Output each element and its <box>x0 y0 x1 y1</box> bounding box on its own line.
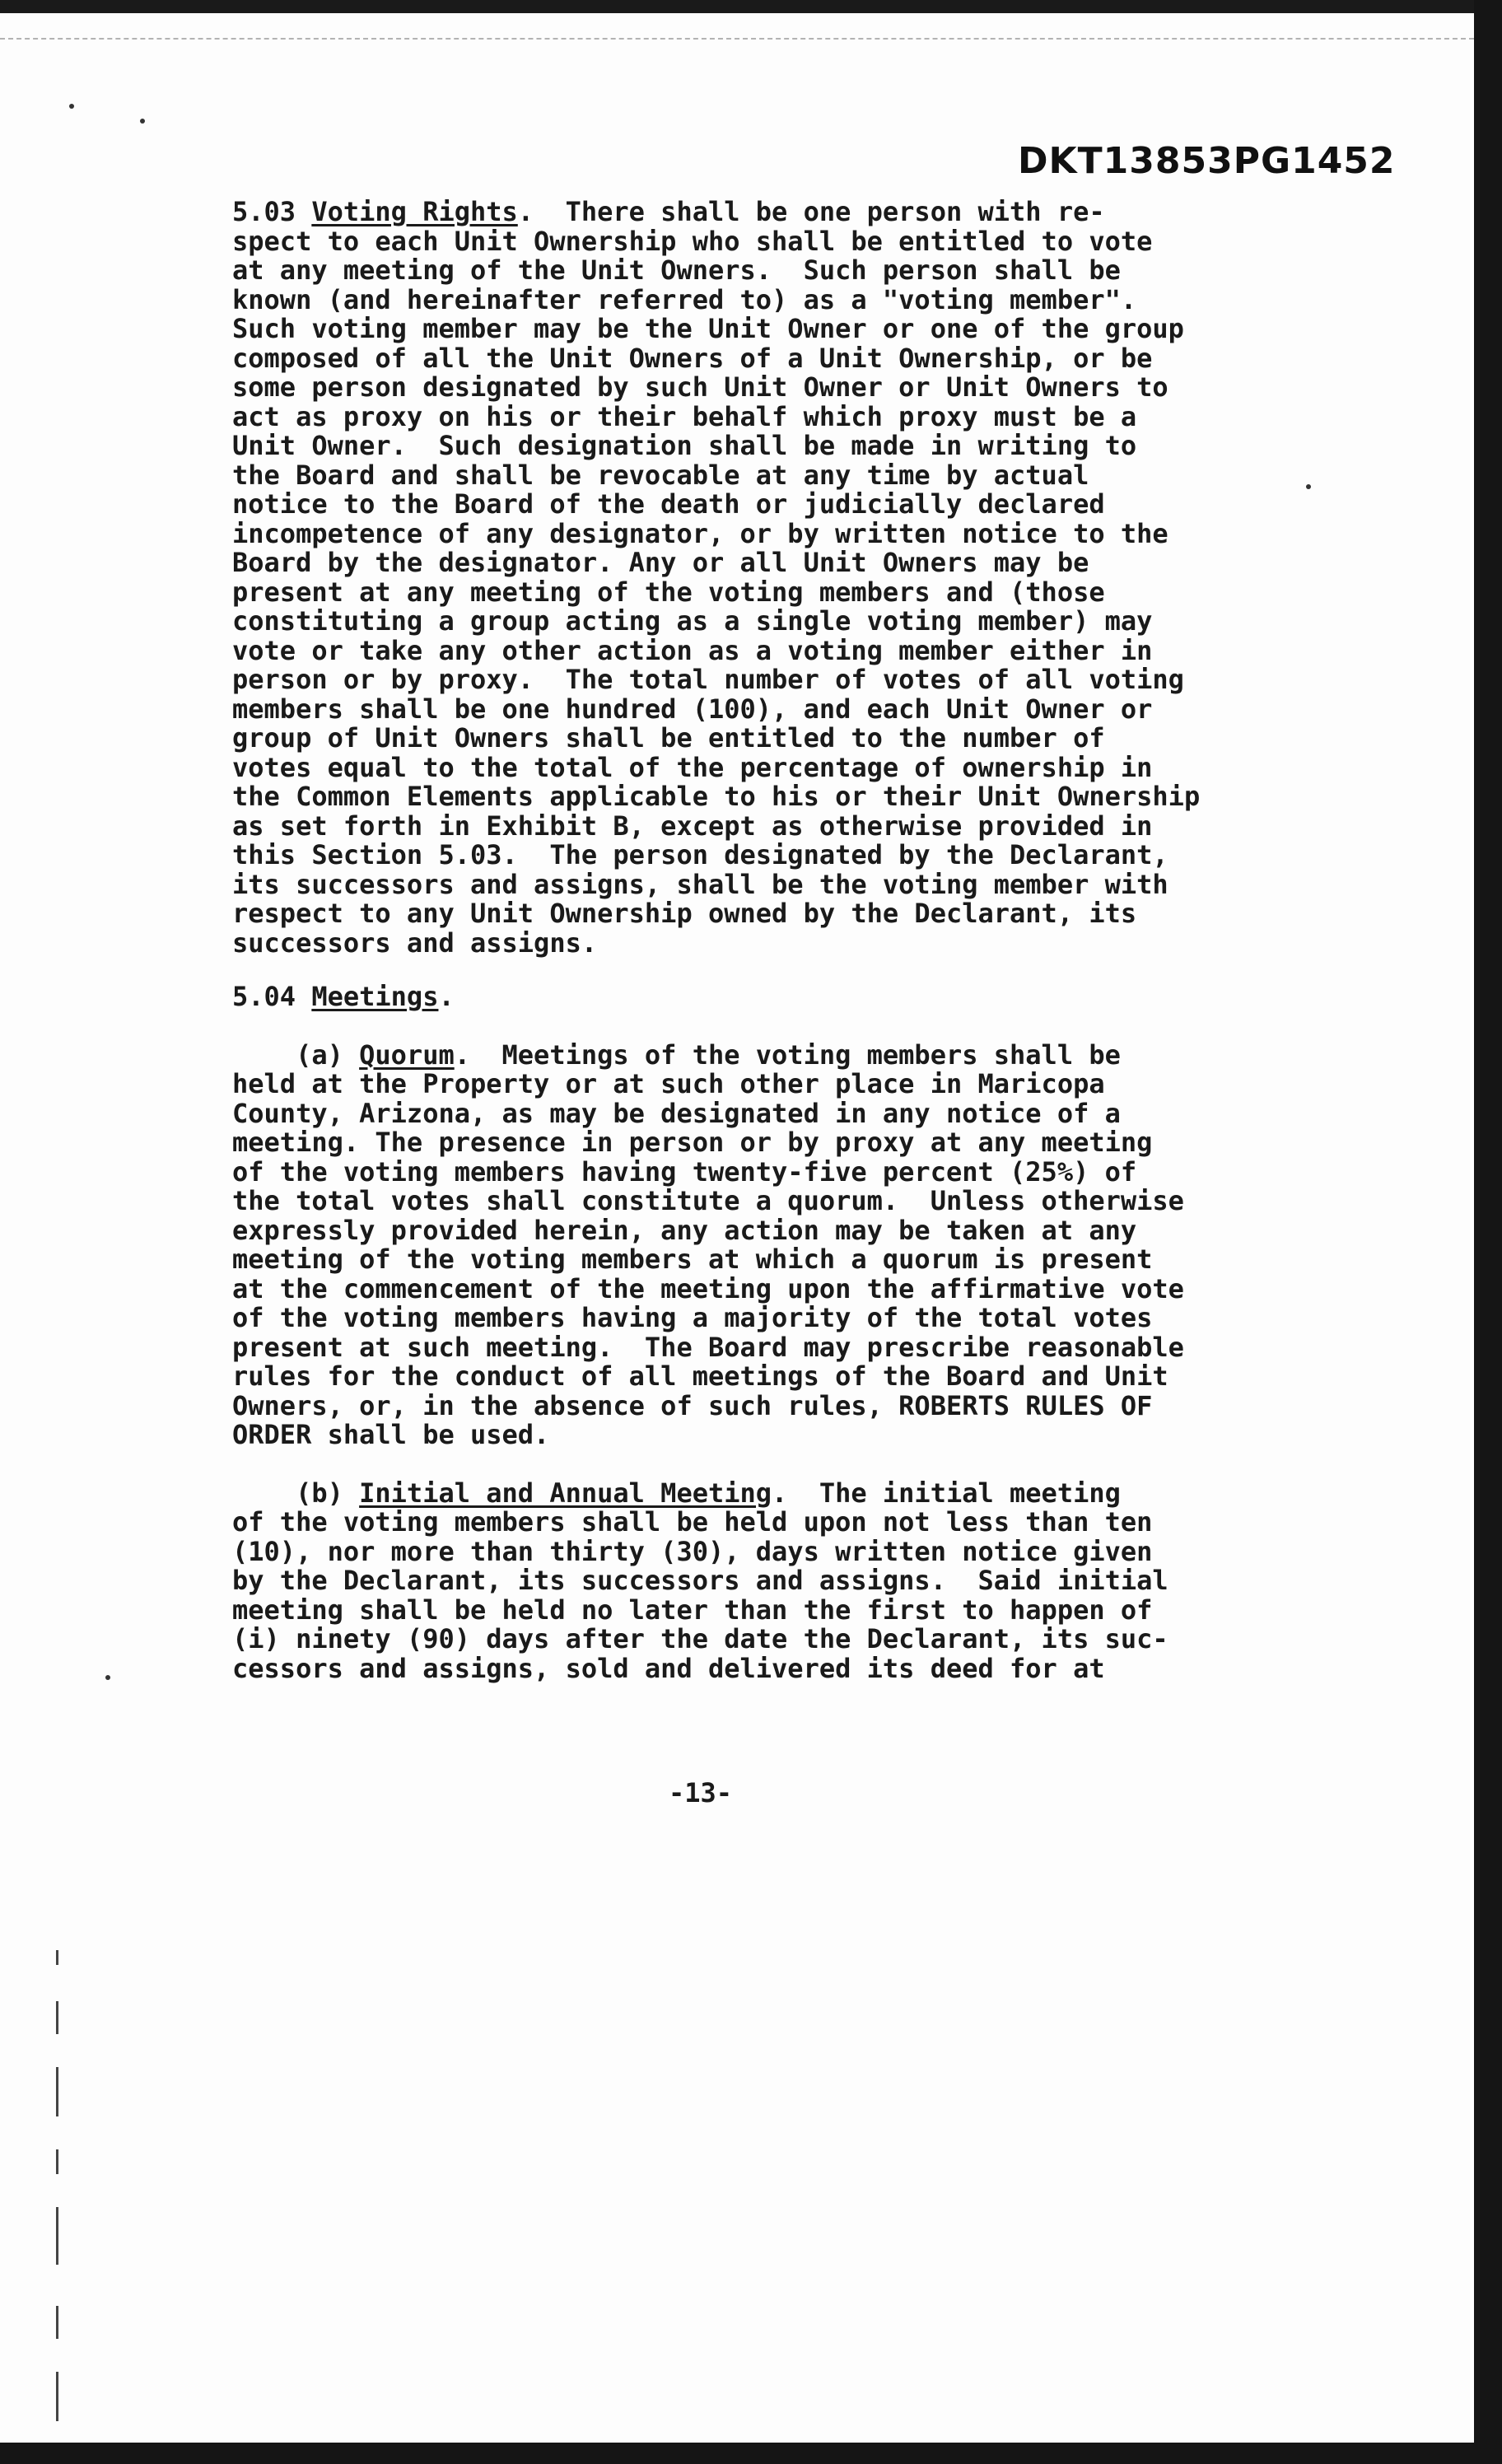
subsection-b-title: Initial and Annual Meeting <box>359 1477 772 1509</box>
scan-border-bottom <box>0 2443 1502 2464</box>
scan-margin-mark <box>56 2207 58 2265</box>
section-5-04-heading: 5.04 Meetings. <box>232 981 455 1012</box>
scan-border-top <box>0 0 1502 13</box>
section-5-03: 5.03 Voting Rights. There shall be one person with re- spect to each Unit Ownership who shall be entitled to vote at any meeting of the Unit Owners. Such person shall be known (and hereinafter referred to) as a "voting member". Such voting member may be the Unit Owner or one of the group composed of all the Unit Owners of a Unit Ownership, or be some person designated by such Unit Owner or Unit Owners to act as proxy on his or their behalf which proxy must be a Unit Owner. Such designation shall be made in writing to the Board and shall be revocable at any time by actual notice to the Board of the death or judicially declared incompetence of any designator, or by written notice to the Board by the designator. Any or all Unit Owners may be present at any meeting of the voting members and (those constituting a group acting as a single voting member) may vote or take any other action as a voting member either in person or by proxy. The total number of votes of all voting members shall be one hundred (100), and each Unit Owner or group of Unit Owners shall be entitled to the number of votes equal to the total of the percentage of ownership in the Common Elements applicable to his or their Unit Ownership as set forth in Exhibit B, except as otherwise provided in this Section 5.03. The person designated by the Declarant, its successors and assigns, shall be the voting member with respect to any Unit Ownership owned by the Declarant, its successors and assigns. <box>232 196 1201 959</box>
scan-border-right <box>1474 0 1502 2464</box>
page-number: -13- <box>669 1777 733 1808</box>
subsection-b-initial-annual-meeting: (b) Initial and Annual Meeting. The initial meeting of the voting members shall be held upon not less than ten (10), nor more than thirty (30), days written notice given by the Declarant, its successors and assigns. Said initial meeting shall be held no later than the first to happen of (i) ninety (90) days after the date the Declarant, its suc- cessors and assigns, sold and delivered its deed for at <box>232 1477 1168 1684</box>
scan-margin-mark <box>56 1950 58 1965</box>
section-5-04-title: Meetings <box>311 981 439 1012</box>
scan-margin-mark <box>56 2001 58 2034</box>
subsection-a-quorum: (a) Quorum. Meetings of the voting members shall be held at the Property or at such other place in Maricopa County, Arizona, as may be designated in any notice of a meeting. The presence in person or by proxy at any meeting of the voting members having twenty-five percent (25%) of the total votes shall constitute a quorum. Unless otherwise expressly provided herein, any action may be taken at any meeting of the voting members at which a quorum is present at the commencement of the meeting upon the affirmative vote of the voting members having a majority of the total votes present at such meeting. The Board may prescribe reasonable rules for the conduct of all meetings of the Board and Unit Owners, or, in the absence of such rules, ROBERTS RULES OF ORDER shall be used. <box>232 1038 1184 1450</box>
document-body <box>232 198 1336 1683</box>
scan-speck <box>69 104 74 109</box>
section-5-04-number: 5.04 <box>232 981 296 1012</box>
scan-edge-line <box>0 38 1474 40</box>
subsection-a-label: (a) <box>296 1038 343 1071</box>
scan-margin-mark <box>56 2306 58 2339</box>
subsection-b-label: (b) <box>296 1477 343 1509</box>
scan-speck <box>140 119 145 124</box>
section-5-03-title: Voting Rights <box>311 196 518 227</box>
scan-margin-mark <box>56 2067 58 2116</box>
book-page-reference: DKT13853PG1452 <box>1018 140 1396 182</box>
section-5-03-number: 5.03 <box>232 196 296 227</box>
scan-margin-mark <box>56 2372 58 2421</box>
scan-speck <box>105 1675 110 1680</box>
scan-margin-mark <box>56 2149 58 2174</box>
subsection-a-title: Quorum <box>359 1038 455 1071</box>
